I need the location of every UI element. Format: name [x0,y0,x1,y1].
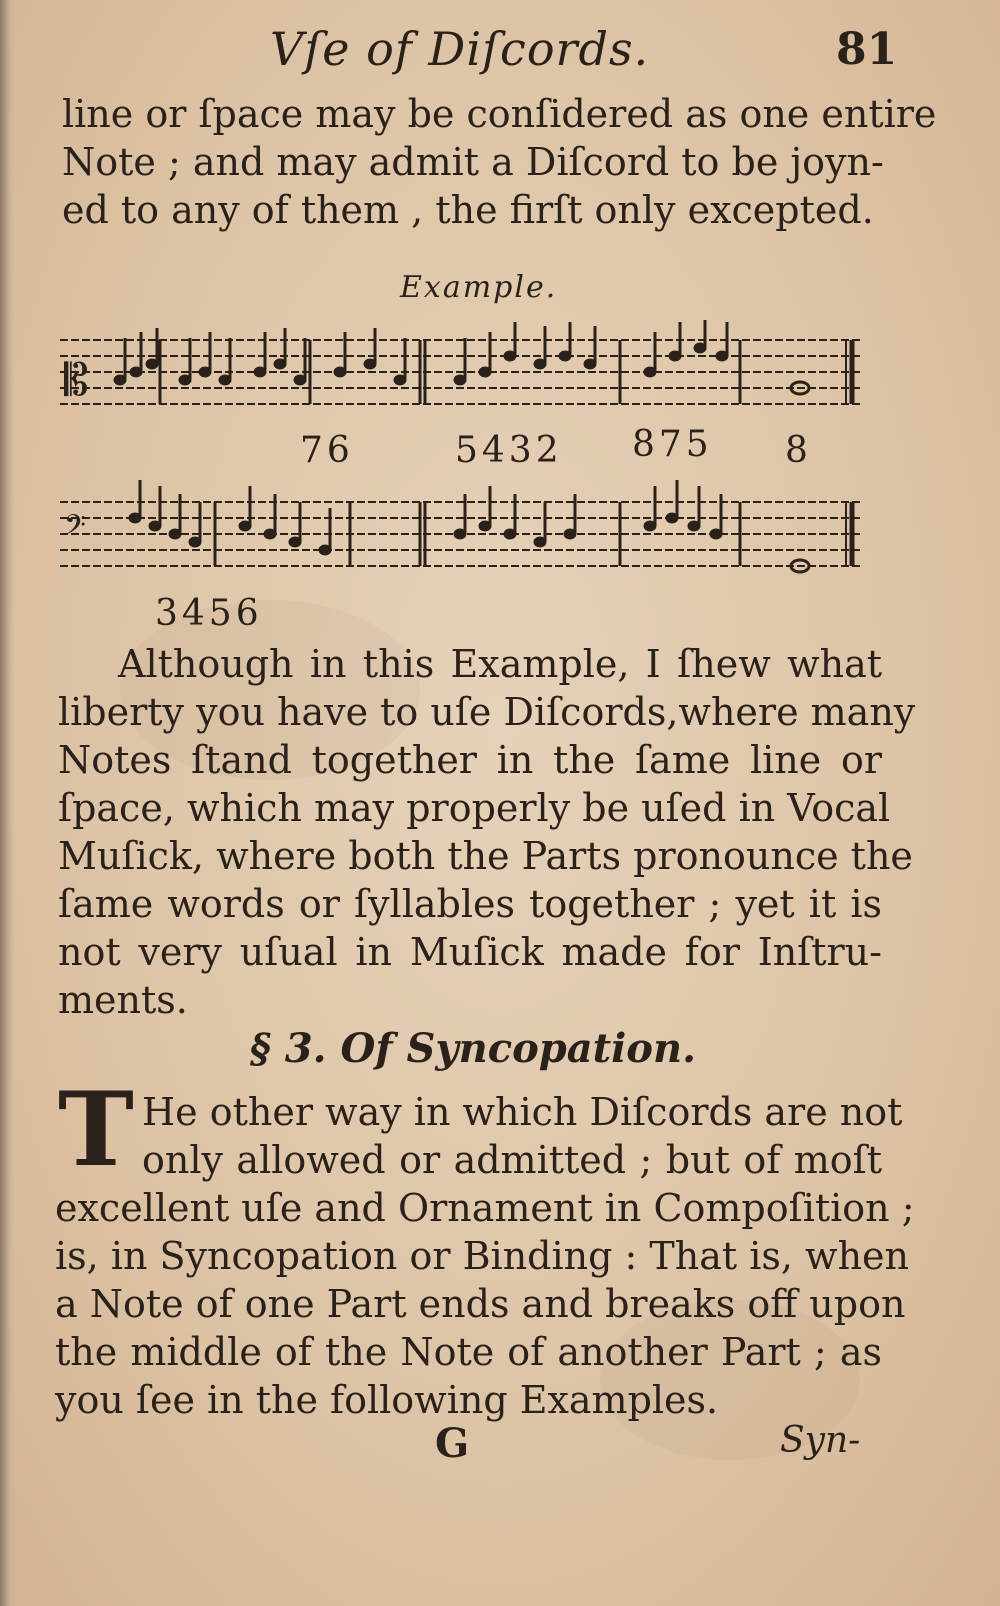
text-line: Notes ſtand together in the ſame line or [58,738,882,782]
paragraph-2 [58,640,916,1024]
paragraph-3 [55,1184,915,1424]
text-line: ed to any of them , the firſt only excepted. [62,188,874,232]
text-line: Although in this Example, I ſhew what [118,642,882,686]
text-line: ments. [58,978,188,1022]
text-line: He other way in which Diſcords are not [142,1090,903,1134]
text-line: is, in Syncopation or Binding : That is, when [55,1234,909,1278]
svg-text:𝄡: 𝄡 [64,355,89,406]
example-caption: Example. [400,270,558,305]
music-staff-upper [60,320,860,420]
music-staff-lower [60,480,860,580]
text-line: Note ; and may admit a Diſcord to be joyn- [62,140,884,184]
paragraph-3-head [142,1088,903,1184]
text-line: excellent uſe and Ornament in Compoſition ; [55,1186,915,1230]
text-line: Muſick, where both the Parts pronounce the [58,834,913,878]
running-head [0,22,1000,82]
text-line: not very uſual in Muſick made for Inſtru- [58,930,882,974]
text-line: you ſee in the following Examples. [55,1378,719,1422]
signature-mark: G [435,1420,470,1467]
svg-text:𝄢: 𝄢 [64,509,86,549]
text-line: line or ſpace may be conſidered as one entire [62,92,937,136]
text-line: ſame words or ſyllables together ; yet it is [58,882,882,926]
paragraph-1 [62,90,937,234]
text-line: ſpace, which may properly be uſed in Vocal [58,786,891,830]
text-line: a Note of one Part ends and breaks off upon [55,1282,906,1326]
page-number: 81 [836,24,898,75]
drop-cap: T [58,1070,134,1190]
figured-bass-numbers: 875 [632,424,713,465]
text-line: only allowed or admitted ; but of moſt [142,1138,882,1182]
running-title: Vſe of Diſcords. [270,22,650,76]
figured-bass-numbers: 76 [300,430,354,471]
figured-bass-numbers: 3456 [155,593,263,634]
figured-bass-numbers: 5432 [455,430,563,471]
text-line: the middle of the Note of another Part ; as [55,1330,882,1374]
figured-bass-numbers: 8 [785,430,812,471]
section-heading: § 3. Of Syncopation. [250,1025,696,1072]
text-line: liberty you have to uſe Diſcords,where many [58,690,916,734]
catchword: Syn- [780,1420,861,1461]
page-gutter-edge [0,0,14,1606]
